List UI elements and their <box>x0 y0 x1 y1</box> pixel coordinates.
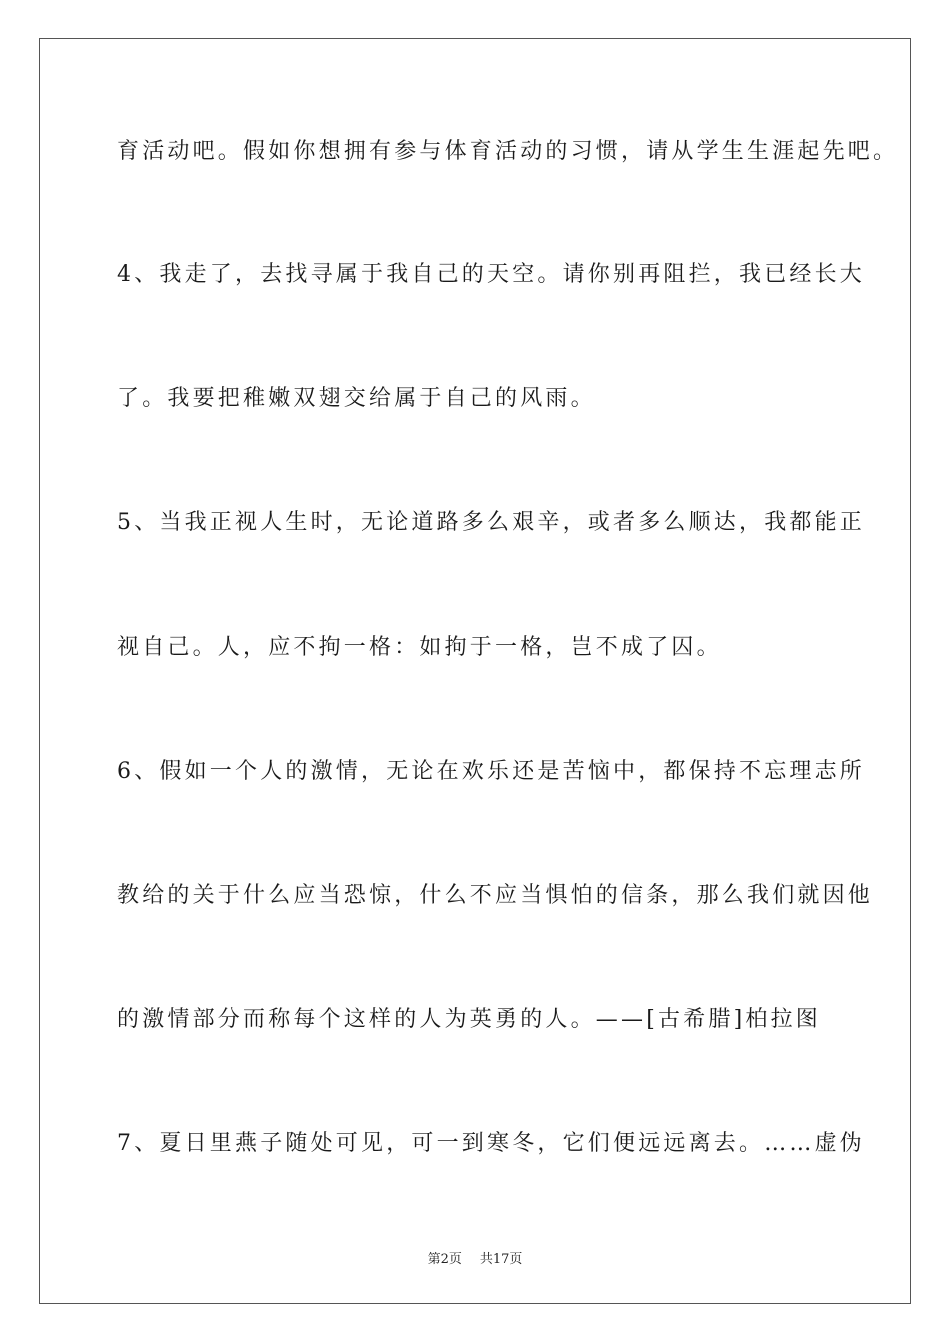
text-line: 视自己。人，应不拘一格：如拘于一格，岂不成了囚。 <box>117 635 722 660</box>
text-line: 7、夏日里燕子随处可见，可一到寒冬，它们便远远离去。……虚伪 <box>117 1131 865 1156</box>
text-line: 了。我要把稚嫩双翅交给属于自己的风雨。 <box>117 386 596 411</box>
text-line: 5、当我正视人生时，无论道路多么艰辛，或者多么顺达，我都能正 <box>117 510 865 535</box>
text-line: 教给的关于什么应当恐惊，什么不应当惧怕的信条，那么我们就因他 <box>117 883 874 908</box>
text-line: 6、假如一个人的激情，无论在欢乐还是苦恼中，都保持不忘理志所 <box>117 759 865 784</box>
text-line: 4、我走了，去找寻属于我自己的天空。请你别再阻拦，我已经长大 <box>117 262 865 287</box>
text-line: 育活动吧。假如你想拥有参与体育活动的习惯，请从学生生涯起先吧。 <box>117 139 899 164</box>
text-line: 的激情部分而称每个这样的人为英勇的人。——[古希腊]柏拉图 <box>117 1007 821 1032</box>
page-total: 共17页 <box>479 1252 523 1267</box>
page-number: 第2页 <box>427 1252 462 1267</box>
page-footer <box>0 1248 950 1267</box>
page-border <box>39 38 911 1304</box>
